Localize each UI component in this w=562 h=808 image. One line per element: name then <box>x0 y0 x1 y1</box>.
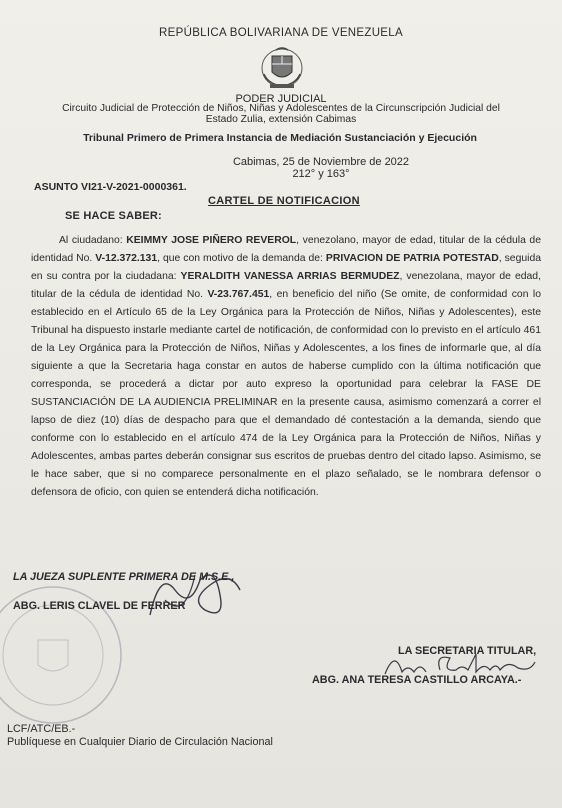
date-line: Cabimas, 25 de Noviembre de 2022 <box>232 156 410 168</box>
circuit-line-1: Circuito Judicial de Protección de Niños, Niñas y Adolescentes de la Circunscripción Judicial del <box>62 103 500 114</box>
plaintiff-name: YERALDITH VANESSA ARRIAS BERMUDEZ <box>180 271 400 282</box>
document-title: CARTEL DE NOTIFICACION <box>208 195 360 207</box>
body-text-1: Al ciudadano: <box>59 235 127 246</box>
defendant-id: V-12.372.131 <box>95 253 158 264</box>
coat-of-arms-icon <box>258 44 306 90</box>
claim-type: PRIVACION DE PATRIA POTESTAD <box>325 253 499 264</box>
case-number: ASUNTO VI21-V-2021-0000361. <box>34 181 187 193</box>
body-text-5: , venezolana, mayor de edad, titular de la cédula de identidad No. <box>31 271 541 300</box>
publish-instruction: Publíquese en Cualquier Diario de Circulación Nacional <box>7 736 273 748</box>
secretary-name: ABG. ANA TERESA CASTILLO ARCAYA.- <box>312 674 522 686</box>
judge-title: LA JUEZA SUPLENTE PRIMERA DE M.S.E., <box>13 571 235 583</box>
body-text-4: , seguida en su contra por la ciudadana: <box>31 253 542 282</box>
circuit-line-2: Estado Zulia, extensión Cabimas <box>205 114 357 125</box>
plaintiff-id: V-23.767.451 <box>207 289 270 300</box>
years-line: 212° y 163° <box>292 168 350 180</box>
poder-judicial-heading: PODER JUDICIAL <box>235 93 327 105</box>
body-text-3: , que con motivo de la demanda de: <box>157 253 326 264</box>
se-hace-saber: SE HACE SABER: <box>65 210 162 222</box>
defendant-name: KEIMMY JOSE PIÑERO REVEROL <box>126 235 297 246</box>
date-block <box>40 156 562 180</box>
secretary-title: LA SECRETARIA TITULAR, <box>398 645 537 657</box>
circuit-line <box>0 103 562 125</box>
country-heading: REPÚBLICA BOLIVARIANA DE VENEZUELA <box>159 27 403 39</box>
tribunal-heading: Tribunal Primero de Primera Instancia de Mediación Sustanciación y Ejecución <box>83 132 477 144</box>
notification-body <box>31 232 541 502</box>
judge-name: ABG. LERIS CLAVEL DE FERRER <box>13 600 186 612</box>
body-text-2: , venezolano, mayor de edad, titular de la cédula de identidad No. <box>31 235 541 264</box>
body-text-6: , en beneficio del niño (Se omite, de conformidad con lo establecido en el Artículo 65 de la Ley Orgánica para la Protección de Niños, Niñas y Adolescentes), este Tribunal ha dispuesto instarle mediante cartel de notificación, de conformidad con lo previsto en el artículo 461 de la Ley Orgánica para la Protección de Niños, Niñas y Adolescentes, a los fines de informarle que, al día siguiente a que la Secretaria haga constar en autos de haberse cumplido con la última notificación que corresponda, se procederá a dictar por auto expreso la oportunidad para celebrar la FASE DE SUSTANCIACIÓN DE LA AUDIENCIA PRELIMINAR en la presente causa, asimismo comenzará a correr el lapso de diez (10) días de despacho para que el demandado dé contestación a la demanda, siendo que conforme con lo establecido en el artículo 474 de la Ley Orgánica para la Protección de Niños, Niñas y Adolescentes, ambas partes deberán consignar sus escritos de pruebas dentro del citado lapso. Asimismo, se le hace saber, que si no comparece personalmente en el plazo señalado, se le nombrara defensor o defensora de oficio, con quien se entenderá dicha notificación. <box>31 289 541 498</box>
initials-footer: LCF/ATC/EB.- <box>7 723 76 735</box>
